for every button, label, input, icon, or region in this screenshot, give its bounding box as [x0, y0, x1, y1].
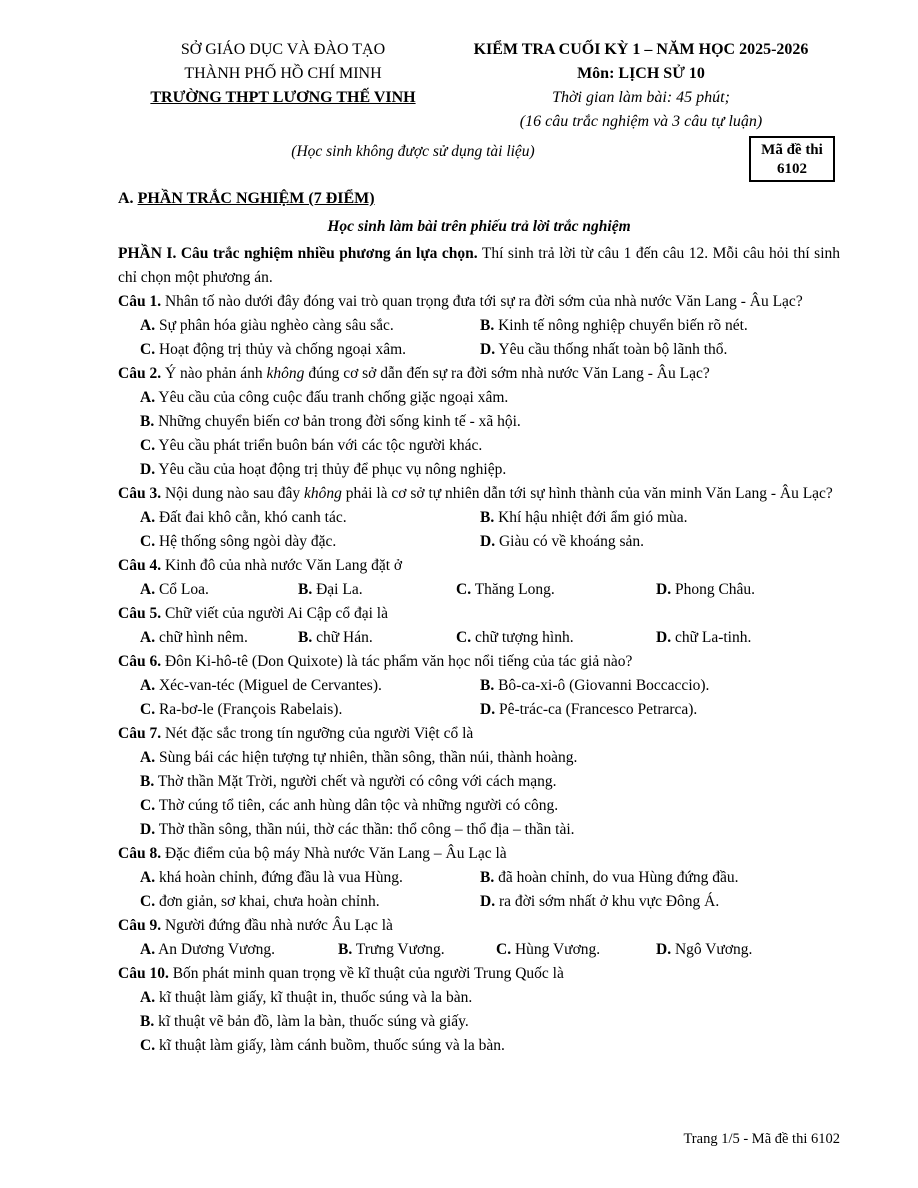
option-letter: D. — [480, 341, 496, 358]
question-9-options — [118, 938, 840, 962]
question-label: Câu 7. — [118, 725, 162, 742]
option-text: Đại La. — [316, 581, 363, 598]
option-d — [480, 530, 820, 554]
section-a-subtitle: Học sinh làm bài trên phiếu trả lời trắc nghiệm — [327, 218, 631, 235]
subject: Môn: LỊCH SỬ 10 — [577, 65, 705, 82]
option-letter: D. — [480, 533, 496, 550]
no-materials-note: (Học sinh không được sử dụng tài liệu) — [291, 143, 535, 160]
question-label: Câu 2. — [118, 365, 162, 382]
question-label: Câu 6. — [118, 653, 162, 670]
option-d — [480, 890, 820, 914]
option-letter: A. — [140, 317, 156, 334]
option-letter: D. — [480, 701, 496, 718]
question-text: Bốn phát minh quan trọng về kĩ thuật của người Trung Quốc là — [168, 965, 564, 982]
page-footer: Trang 1/5 - Mã đề thi 6102 — [683, 1131, 840, 1147]
question-label: Câu 10. — [118, 965, 169, 982]
option-d — [480, 698, 820, 722]
option-text: Bô-ca-xi-ô (Giovanni Boccaccio). — [498, 677, 710, 694]
exam-code-value: 6102 — [777, 161, 807, 177]
part-1-text: Thí sinh trả lời từ câu 1 đến câu 12. Mỗi câu hỏi thí sinh chỉ chọn một phương án. — [118, 245, 840, 286]
option-b — [118, 1010, 840, 1034]
option-text: chữ tượng hình. — [474, 629, 574, 646]
option-letter: A. — [140, 941, 156, 958]
question-2 — [118, 362, 840, 386]
option-letter: C. — [140, 701, 156, 718]
option-letter: B. — [140, 773, 155, 790]
issuer-block — [118, 38, 448, 110]
option-text: Yêu cầu của hoạt động trị thủy để phục vụ nông nghiệp. — [158, 461, 507, 478]
question-text: Đôn Ki-hô-tê (Don Quixote) là tác phẩm văn học nổi tiếng của tác giả nào? — [161, 653, 633, 670]
option-text: Những chuyển biến cơ bản trong đời sống kinh tế - xã hội. — [158, 413, 521, 430]
option-a — [140, 626, 298, 650]
option-letter: C. — [140, 893, 156, 910]
question-text: Người đứng đầu nhà nước Âu Lạc là — [161, 917, 393, 934]
option-text: Thờ cúng tổ tiên, các anh hùng dân tộc và những người có công. — [158, 797, 559, 814]
option-text: Kinh tế nông nghiệp chuyển biến rõ nét. — [498, 317, 748, 334]
option-text: Hùng Vương. — [514, 941, 601, 958]
option-text: kĩ thuật làm giấy, làm cánh buồm, thuốc súng và la bàn. — [158, 1037, 505, 1054]
question-text: Nội dung nào sau đây — [161, 485, 304, 502]
question-text: Chữ viết của người Ai Cập cổ đại là — [161, 605, 388, 622]
option-text: chữ Hán. — [316, 629, 373, 646]
option-letter: D. — [656, 581, 672, 598]
question-1 — [118, 290, 840, 314]
option-letter: C. — [140, 341, 156, 358]
option-letter: B. — [298, 629, 313, 646]
option-letter: B. — [298, 581, 313, 598]
option-letter: D. — [656, 941, 672, 958]
option-a — [118, 746, 840, 770]
question-8 — [118, 842, 840, 866]
question-5-options — [118, 626, 840, 650]
option-b — [338, 938, 496, 962]
department-line-2: THÀNH PHỐ HỒ CHÍ MINH — [184, 65, 382, 82]
option-a — [140, 578, 298, 602]
option-c — [456, 578, 656, 602]
option-letter: B. — [480, 677, 495, 694]
option-a — [140, 506, 480, 530]
option-d — [656, 578, 755, 602]
exam-code-box — [749, 136, 835, 182]
option-text: Xéc-van-téc (Miguel de Cervantes). — [158, 677, 382, 694]
option-text: Hệ thống sông ngòi dày đặc. — [158, 533, 337, 550]
question-6-options — [118, 674, 840, 722]
option-b — [118, 410, 840, 434]
option-letter: B. — [480, 317, 495, 334]
option-text: Đất đai khô cằn, khó canh tác. — [158, 509, 347, 526]
section-a-title: PHẦN TRẮC NGHIỆM (7 ĐIỂM) — [137, 190, 375, 207]
option-b — [298, 578, 456, 602]
option-letter: C. — [140, 437, 156, 454]
option-text: Khí hậu nhiệt đới ẩm gió mùa. — [498, 509, 688, 526]
option-text: Hoạt động trị thủy và chống ngoại xâm. — [158, 341, 407, 358]
option-letter: A. — [140, 869, 156, 886]
option-text: Sự phân hóa giàu nghèo càng sâu sắc. — [158, 317, 394, 334]
option-letter: B. — [338, 941, 353, 958]
option-text: kĩ thuật vẽ bản đồ, làm la bàn, thuốc súng và giấy. — [158, 1013, 469, 1030]
option-text: đơn giản, sơ khai, chưa hoàn chỉnh. — [158, 893, 380, 910]
option-letter: C. — [496, 941, 512, 958]
option-letter: D. — [656, 629, 672, 646]
exam-title: KIỂM TRA CUỐI KỲ 1 – NĂM HỌC 2025-2026 — [473, 41, 809, 58]
question-9 — [118, 914, 840, 938]
option-text: khá hoàn chỉnh, đứng đầu là vua Hùng. — [158, 869, 403, 886]
option-letter: C. — [456, 629, 472, 646]
question-text: Đặc điểm của bộ máy Nhà nước Văn Lang – Âu Lạc là — [161, 845, 507, 862]
question-text: Kinh đô của nhà nước Văn Lang đặt ở — [161, 557, 403, 574]
question-label: Câu 9. — [118, 917, 162, 934]
option-c — [118, 1034, 840, 1058]
exam-page — [118, 38, 840, 1058]
option-text: ra đời sớm nhất ở khu vực Đông Á. — [498, 893, 720, 910]
question-4 — [118, 554, 840, 578]
option-letter: D. — [140, 821, 156, 838]
option-c — [456, 626, 656, 650]
option-letter: D. — [140, 461, 156, 478]
option-letter: C. — [140, 533, 156, 550]
option-b — [298, 626, 456, 650]
option-b — [480, 314, 820, 338]
exam-code-label: Mã đề thi — [761, 142, 823, 158]
option-c — [118, 434, 840, 458]
question-6 — [118, 650, 840, 674]
exam-header — [118, 38, 840, 186]
option-text: Trưng Vương. — [355, 941, 445, 958]
question-label: Câu 5. — [118, 605, 162, 622]
option-text: kĩ thuật làm giấy, kĩ thuật in, thuốc súng và la bàn. — [158, 989, 473, 1006]
question-text: Ý nào phản ánh — [161, 365, 267, 382]
question-1-options — [118, 314, 840, 362]
option-letter: A. — [140, 749, 156, 766]
option-letter: B. — [480, 509, 495, 526]
question-3-options — [118, 506, 840, 554]
option-letter: B. — [480, 869, 495, 886]
option-letter: A. — [140, 389, 156, 406]
option-text: Giàu có về khoáng sản. — [498, 533, 645, 550]
option-c — [496, 938, 656, 962]
question-label: Câu 8. — [118, 845, 162, 862]
option-text: Thờ thần sông, thần núi, thờ các thần: thổ công – thổ địa – thần tài. — [158, 821, 575, 838]
question-8-options — [118, 866, 840, 914]
question-text: Nét đặc sắc trong tín ngưỡng của người Việt cổ là — [161, 725, 474, 742]
department-line-1: SỞ GIÁO DỤC VÀ ĐÀO TẠO — [180, 41, 386, 58]
option-text: Yêu cầu của công cuộc đấu tranh chống giặc ngoại xâm. — [158, 389, 509, 406]
question-text: Nhân tố nào dưới đây đóng vai trò quan trọng đưa tới sự ra đời sớm của nhà nước Văn Lang - Âu Lạc? — [161, 293, 803, 310]
option-a — [140, 674, 480, 698]
option-text: Ngô Vương. — [674, 941, 753, 958]
option-letter: D. — [480, 893, 496, 910]
option-c — [118, 794, 840, 818]
option-letter: A. — [140, 629, 156, 646]
option-text: Thờ thần Mặt Trời, người chết và người có công với cách mạng. — [157, 773, 557, 790]
section-a-heading — [118, 187, 840, 211]
part-1-instructions — [118, 242, 840, 290]
option-text: chữ hình nêm. — [158, 629, 248, 646]
option-a — [118, 986, 840, 1010]
option-c — [140, 698, 480, 722]
option-c — [140, 530, 480, 554]
question-text-emphasis: không — [304, 485, 342, 502]
option-c — [140, 890, 480, 914]
option-d — [118, 458, 840, 482]
option-a — [140, 866, 480, 890]
time-limit: Thời gian làm bài: 45 phút; — [552, 89, 730, 106]
option-a — [118, 386, 840, 410]
option-text: Pê-trác-ca (Francesco Petrarca). — [498, 701, 698, 718]
option-letter: A. — [140, 509, 156, 526]
option-text: Yêu cầu phát triển buôn bán với các tộc người khác. — [158, 437, 483, 454]
option-d — [656, 626, 751, 650]
question-5 — [118, 602, 840, 626]
option-text: đã hoàn chỉnh, do vua Hùng đứng đầu. — [498, 869, 739, 886]
option-text: Sùng bái các hiện tượng tự nhiên, thần sông, thần núi, thành hoàng. — [158, 749, 578, 766]
option-letter: C. — [456, 581, 472, 598]
option-c — [140, 338, 480, 362]
option-text: Yêu cầu thống nhất toàn bộ lãnh thổ. — [498, 341, 728, 358]
option-d — [656, 938, 752, 962]
option-d — [480, 338, 820, 362]
question-label: Câu 4. — [118, 557, 162, 574]
question-4-options — [118, 578, 840, 602]
option-text: Phong Châu. — [674, 581, 756, 598]
option-text: An Dương Vương. — [158, 941, 275, 958]
question-text-emphasis: không — [266, 365, 305, 382]
option-text: Thăng Long. — [474, 581, 555, 598]
school-name: TRƯỜNG THPT LƯƠNG THẾ VINH — [150, 89, 416, 106]
question-10 — [118, 962, 840, 986]
option-b — [480, 674, 820, 698]
option-letter: B. — [140, 413, 155, 430]
question-7 — [118, 722, 840, 746]
part-1-title: PHẦN I. Câu trắc nghiệm nhiều phương án lựa chọn. — [118, 245, 478, 262]
question-count: (16 câu trắc nghiệm và 3 câu tự luận) — [519, 113, 763, 130]
option-letter: C. — [140, 797, 156, 814]
option-letter: A. — [140, 677, 156, 694]
option-letter: B. — [140, 1013, 155, 1030]
question-text: đúng cơ sở dẫn đến sự ra đời sớm nhà nước Văn Lang - Âu Lạc? — [304, 365, 710, 382]
section-a-prefix: A. — [118, 190, 138, 207]
option-text: chữ La-tinh. — [674, 629, 752, 646]
exam-info-block — [442, 38, 840, 134]
option-a — [140, 938, 338, 962]
question-label: Câu 3. — [118, 485, 162, 502]
option-letter: C. — [140, 1037, 156, 1054]
question-3 — [118, 482, 840, 506]
option-b — [480, 506, 820, 530]
option-d — [118, 818, 840, 842]
question-text: phải là cơ sở tự nhiên dẫn tới sự hình thành của văn minh Văn Lang - Âu Lạc? — [341, 485, 833, 502]
option-b — [118, 770, 840, 794]
option-a — [140, 314, 480, 338]
option-letter: A. — [140, 989, 156, 1006]
option-text: Ra-bơ-le (François Rabelais). — [158, 701, 343, 718]
option-b — [480, 866, 820, 890]
option-text: Cổ Loa. — [158, 581, 209, 598]
option-letter: A. — [140, 581, 156, 598]
question-label: Câu 1. — [118, 293, 162, 310]
